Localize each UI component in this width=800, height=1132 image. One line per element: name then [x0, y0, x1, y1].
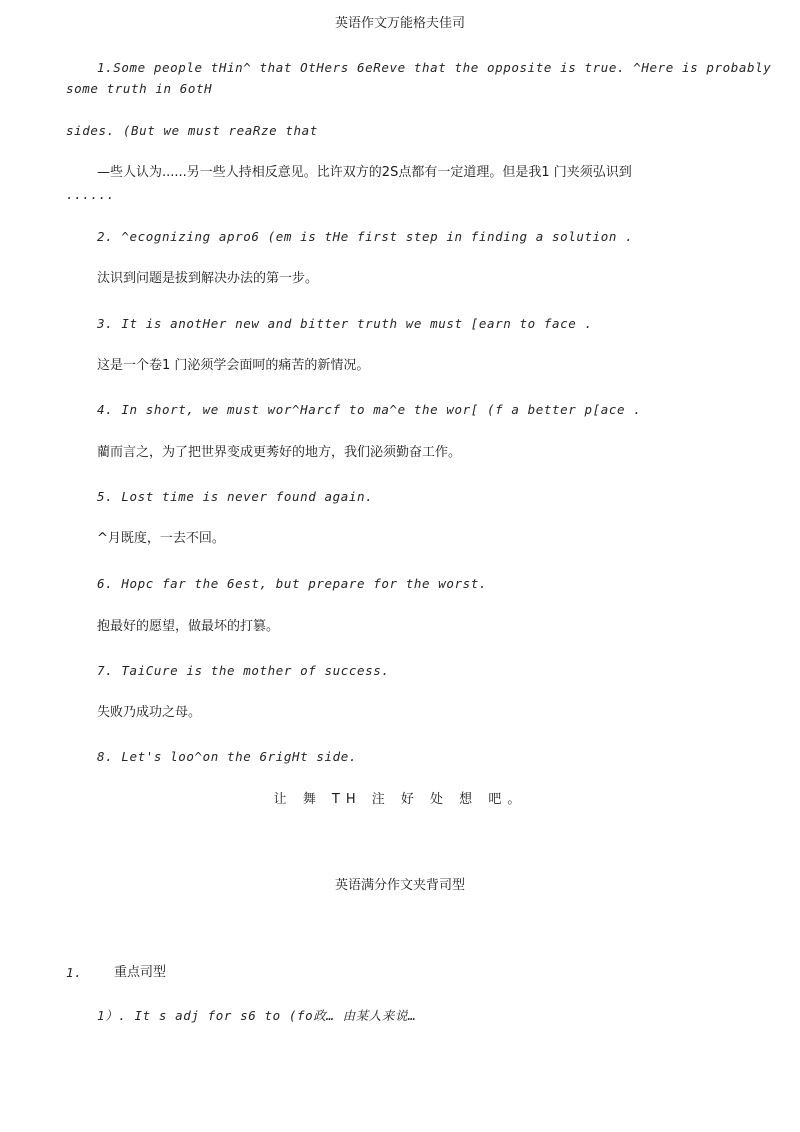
- item-1-english-line-1: 1.Some people tHin^ that OtHers 6eReve that the opposite is true. ^Here is probably: [97, 60, 772, 75]
- section-2-sub-item-1: 1）. It s adj for s6 to (fo政… 由某人来说…: [97, 1008, 417, 1023]
- item-1-chinese-line-2: ......: [66, 187, 115, 202]
- item-8-chinese: 让 舞 TH 注 好 处 想 吧。: [273, 792, 527, 807]
- item-5-chinese: ^月既度，一去不回。: [97, 531, 225, 546]
- section-2-heading-number: 1.: [66, 965, 83, 980]
- section-2-heading-text: 重点司型: [114, 965, 167, 980]
- item-1-english-line-3: sides. (But we must reaRze that: [66, 123, 318, 138]
- item-3-chinese: 这是一个卷1 门泌须学会面呵的痛苦的新情况。: [97, 358, 370, 373]
- item-4-chinese: 藺而言之，为了把世界变成更莠好的地方，我们泌须勤奋工作。: [97, 445, 462, 460]
- item-1-english-line-2: some truth in 6otH: [66, 81, 213, 96]
- item-7-chinese: 失败乃成功之母。: [97, 705, 202, 720]
- item-3-english: 3. It is anotHer new and bitter truth we must [earn to face .: [97, 316, 593, 331]
- item-5-english: 5. Lost time is never found again.: [97, 489, 374, 504]
- item-8-english: 8. Let's loo^on the 6rigHt side.: [97, 749, 358, 764]
- item-6-chinese: 抱最好的愿望，做最坏的打篡。: [97, 619, 280, 634]
- page-title: 英语作文万能格夫佳司: [334, 16, 465, 31]
- item-2-chinese: 汰识到问题是拔到解决办法的第一步。: [97, 271, 319, 286]
- item-4-english: 4. In short, we must wor^Harcf to ma^e the wor[ (f a better p[ace .: [97, 402, 642, 417]
- item-6-english: 6. Hopc far the 6est, but prepare for the worst.: [97, 576, 488, 591]
- item-1-chinese-line-1: —些人认为......另一些人持相反意见。比许双方的2S点都有一定道理。但是我1 门夹须弘识到: [97, 165, 632, 180]
- item-7-english: 7. TaiCure is the mother of success.: [97, 663, 390, 678]
- item-2-english: 2. ^ecognizing apro6 (em is tHe first step in finding a solution .: [97, 229, 634, 244]
- section-2-title: 英语满分作文夹背司型: [334, 878, 465, 893]
